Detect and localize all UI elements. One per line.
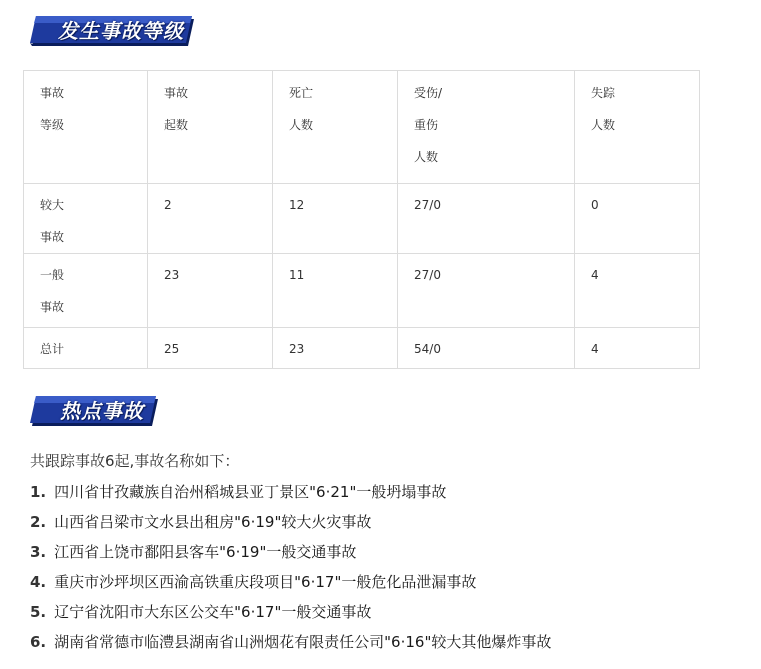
accident-title: 辽宁省沈阳市大东区公交车"6·17"一般交通事故 — [54, 603, 372, 621]
section-title: 热点事故 — [60, 399, 144, 423]
table-row — [24, 254, 700, 328]
list-item: 1. 四川省甘孜藏族自治州稻城县亚丁景区"6·21"一般坍塌事故 — [30, 483, 447, 501]
accident-title: 四川省甘孜藏族自治州稻城县亚丁景区"6·21"一般坍塌事故 — [54, 483, 447, 501]
table-cell: 27/0 — [398, 254, 575, 328]
section-title: 发生事故等级 — [58, 19, 184, 43]
accident-level-table — [23, 70, 700, 369]
intro-text: 共跟踪事故6起,事故名称如下： — [30, 452, 240, 470]
table-cell: 一般 事故 — [24, 254, 148, 328]
accident-title: 山西省吕梁市文水县出租房"6·19"较大火灾事故 — [54, 513, 372, 531]
header-cell: 死亡 人数 — [273, 71, 398, 184]
table-cell: 25 — [148, 328, 273, 369]
table-cell: 54/0 — [398, 328, 575, 369]
table-cell: 较大 事故 — [24, 184, 148, 254]
accident-title: 江西省上饶市鄱阳县客车"6·19"一般交通事故 — [54, 543, 357, 561]
list-item: 6. 湖南省常德市临澧县湖南省山洲烟花有限责任公司"6·16"较大其他爆炸事故 — [30, 633, 552, 651]
table-cell: 11 — [273, 254, 398, 328]
list-item: 5. 辽宁省沈阳市大东区公交车"6·17"一般交通事故 — [30, 603, 372, 621]
header-cell: 事故 起数 — [148, 71, 273, 184]
accident-title: 重庆市沙坪坝区西渝高铁重庆段项目"6·17"一般危化品泄漏事故 — [54, 573, 477, 591]
header-cell: 事故 等级 — [24, 71, 148, 184]
header-cell: 失踪 人数 — [575, 71, 700, 184]
table-cell: 4 — [575, 328, 700, 369]
table-cell: 27/0 — [398, 184, 575, 254]
table-row — [24, 184, 700, 254]
accident-title: 湖南省常德市临澧县湖南省山洲烟花有限责任公司"6·16"较大其他爆炸事故 — [54, 633, 552, 651]
table-cell: 12 — [273, 184, 398, 254]
section-banner-accident-level — [28, 16, 196, 50]
table-cell: 2 — [148, 184, 273, 254]
table-header-row — [24, 71, 700, 184]
accident-list — [30, 479, 551, 659]
list-item: 2. 山西省吕梁市文水县出租房"6·19"较大火灾事故 — [30, 513, 372, 531]
table-cell: 总计 — [24, 328, 148, 369]
table-cell: 23 — [273, 328, 398, 369]
list-item: 3. 江西省上饶市鄱阳县客车"6·19"一般交通事故 — [30, 543, 357, 561]
table-cell: 0 — [575, 184, 700, 254]
table-cell: 23 — [148, 254, 273, 328]
table-row — [24, 328, 700, 369]
header-cell: 受伤/ 重伤 人数 — [398, 71, 575, 184]
table-cell: 4 — [575, 254, 700, 328]
list-item: 4. 重庆市沙坪坝区西渝高铁重庆段项目"6·17"一般危化品泄漏事故 — [30, 573, 477, 591]
section-banner-hot-accidents — [28, 396, 160, 430]
